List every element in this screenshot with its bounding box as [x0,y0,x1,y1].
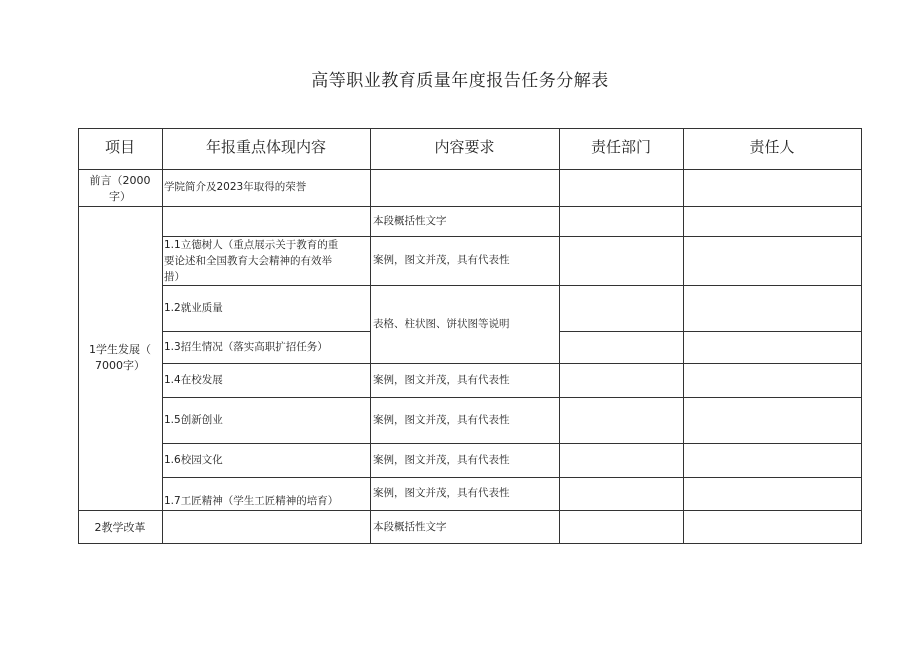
r5-content: 1.5创新创业 [164,414,223,426]
r3-content: 1.3招生情况（落实高职扩招任务） [164,341,328,353]
header-requirement: 内容要求 [434,138,495,156]
preface-item-line1: 前言（2000 [89,174,151,187]
r1-req: 案例，图文并茂，具有代表性 [373,254,510,266]
r7-content: 1.7工匠精神（学生工匠精神的培育） [164,495,339,507]
r4-content: 1.4在校发展 [164,374,223,386]
student-overview-req: 本段概括性文字 [373,215,447,227]
header-dept: 责任部门 [590,138,651,156]
r2-content: 1.2就业质量 [164,302,223,314]
header-content: 年报重点体现内容 [205,138,326,156]
r5-req: 案例，图文并茂，具有代表性 [373,414,510,426]
r6-content: 1.6校园文化 [164,454,223,466]
r1-content-line1: 1.1立德树人（重点展示关于教育的重 [164,239,339,251]
r1-content-line3: 措） [164,271,185,283]
student-item-line2: 7000字） [95,359,145,372]
preface-item-line2: 字） [109,190,131,203]
r4-req: 案例，图文并茂，具有代表性 [373,374,510,386]
header-person: 责任人 [749,138,795,156]
student-item-line1: 1学生发展（ [89,343,151,356]
r1-content-line2: 要论述和全国教育大会精神的有效举 [164,255,332,267]
header-item: 项目 [104,138,135,156]
r6-req: 案例，图文并茂，具有代表性 [373,454,510,466]
teaching-overview-req: 本段概括性文字 [373,521,447,533]
page-title: 高等职业教育质量年度报告任务分解表 [311,71,609,91]
r7-req: 案例，图文并茂，具有代表性 [373,487,510,499]
teaching-item: 2教学改革 [94,521,146,534]
preface-content: 学院简介及2023年取得的荣誉 [164,181,307,193]
r23-req: 表格、柱状图、饼状图等说明 [373,318,510,330]
